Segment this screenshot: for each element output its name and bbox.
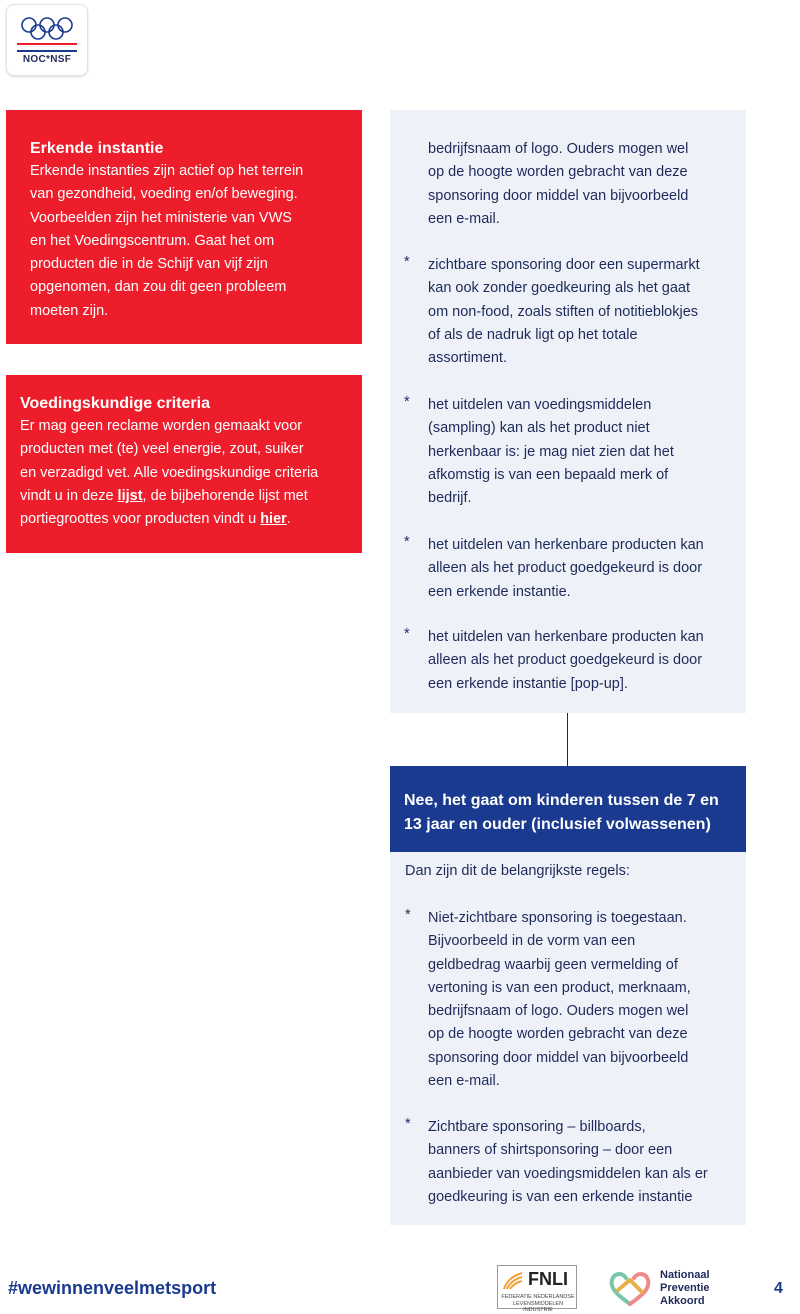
text-line: vertoning is van een product, merknaam, <box>428 979 691 996</box>
text-line: of als de nadruk ligt op het totale <box>428 326 638 343</box>
npa-line: Preventie <box>660 1282 710 1294</box>
text-span: vindt u in deze <box>20 487 118 504</box>
erkende-instantie-box <box>6 110 362 344</box>
bullet-item <box>428 534 704 604</box>
text-line: bedrijfsnaam of logo. Ouders mogen wel <box>428 1003 689 1020</box>
text-line: Zichtbare sponsoring – billboards, <box>428 1119 646 1135</box>
text-line: Bijvoorbeeld in de vorm van een <box>428 933 636 950</box>
hashtag: #wewinnenveelmetsport <box>8 1278 217 1298</box>
fnli-logo <box>497 1265 577 1313</box>
bullet-star: * <box>405 907 411 923</box>
text-line: alleen als het product goedgekeurd is door <box>428 652 703 669</box>
bullet-star: * <box>404 394 410 410</box>
text-line: op de hoogte worden gebracht van deze <box>428 164 688 181</box>
bullet-star: * <box>404 534 410 550</box>
voedingskundige-criteria-box <box>6 375 362 553</box>
text-line: bedrijf. <box>428 490 472 507</box>
text-line: kan ook zonder goedkeuring als het gaat <box>428 280 690 297</box>
text-line: assortiment. <box>428 350 507 367</box>
text-line: een erkende instantie. <box>428 583 571 600</box>
text-line: een e-mail. <box>428 1073 500 1090</box>
intro-text: Dan zijn dit de belangrijkste regels: <box>405 863 630 879</box>
bullet-item <box>428 626 704 696</box>
text-line: zichtbare sponsoring door een supermarkt <box>428 257 700 273</box>
body-line <box>20 508 348 531</box>
box-title: Voedingskundige criteria <box>20 395 210 412</box>
header-line: 13 jaar en ouder (inclusief volwassenen) <box>404 816 711 833</box>
npa-line: Akkoord <box>660 1295 705 1307</box>
body-line: opgenomen, dan zou dit geen probleem <box>30 279 287 296</box>
body-line: en verzadigd vet. Alle voedingskundige criteria <box>20 464 319 481</box>
body-line: Erkende instanties zijn actief op het terrein <box>30 163 304 179</box>
text-line: herkenbaar is: je mag niet zien dat het <box>428 443 674 460</box>
text-line: het uitdelen van herkenbare producten kan <box>428 537 704 553</box>
fnli-sub-line: FEDERATIE NEDERLANDSE <box>501 1294 575 1300</box>
body-line: Er mag geen reclame worden gemaakt voor <box>20 418 303 434</box>
noc-nsf-logo <box>6 4 88 76</box>
text-line: geldbedrag waarbij geen vermelding of <box>428 956 678 973</box>
body-line: producten die in de Schijf van vijf zijn <box>30 256 268 273</box>
flow-connector <box>567 713 568 767</box>
text-line: bedrijfsnaam of logo. Ouders mogen wel <box>428 141 689 157</box>
text-line: het uitdelen van voedingsmiddelen <box>428 397 652 413</box>
text-span: . <box>286 511 291 528</box>
fnli-name: FNLI <box>528 1269 568 1289</box>
bullet-item <box>428 254 700 370</box>
bullet-star: * <box>404 626 410 642</box>
rules-panel-continued <box>390 110 746 713</box>
header-line: Nee, het gaat om kinderen tussen de 7 en <box>404 792 719 809</box>
fnli-sub-line: LEVENSMIDDELEN INDUSTRIE <box>512 1300 564 1313</box>
body-line <box>20 485 348 508</box>
text-line: om non-food, zoals stiften of notitieblokjes <box>428 303 699 320</box>
lijst-link[interactable]: lijst <box>117 487 143 504</box>
continued-text <box>428 138 688 231</box>
page-number: 4 <box>774 1280 783 1297</box>
text-line: alleen als het product goedgekeurd is door <box>428 560 703 577</box>
preventie-akkoord-text <box>660 1269 710 1308</box>
preventie-akkoord-heart-icon <box>606 1270 654 1308</box>
olympic-rings-icon <box>17 15 77 41</box>
body-line: Voorbeelden zijn het ministerie van VWS <box>30 209 292 226</box>
text-span: , de bijbehorende lijst met <box>142 487 308 504</box>
text-line: sponsoring door middel van bijvoorbeeld <box>428 1049 689 1066</box>
logo-text: NOC*NSF <box>22 54 72 65</box>
dutch-flag-stripes <box>17 43 77 51</box>
rules-panel <box>390 852 746 1225</box>
text-line: afkomstig is van een bepaald merk of <box>428 466 669 483</box>
bullet-item <box>428 1116 708 1209</box>
text-line: een erkende instantie [pop-up]. <box>428 675 628 692</box>
bullet-item <box>428 907 691 1093</box>
text-line: een e-mail. <box>428 210 500 227</box>
npa-line: Nationaal <box>660 1269 710 1281</box>
bullet-star: * <box>405 1116 411 1132</box>
text-line: sponsoring door middel van bijvoorbeeld <box>428 187 689 204</box>
text-line: op de hoogte worden gebracht van deze <box>428 1026 688 1043</box>
fnli-mark-icon <box>502 1271 524 1291</box>
text-line: (sampling) kan als het product niet <box>428 420 650 437</box>
box-body <box>20 415 348 531</box>
text-line: goedkeuring is van een erkende instantie <box>428 1188 693 1205</box>
body-line: en het Voedingscentrum. Gaat het om <box>30 232 275 249</box>
age-group-header <box>390 766 746 852</box>
text-line: het uitdelen van herkenbare producten kan <box>428 629 704 645</box>
text-line: Niet-zichtbare sponsoring is toegestaan. <box>428 910 687 926</box>
text-line: banners of shirtsponsoring – door een <box>428 1142 673 1159</box>
body-line: van gezondheid, voeding en/of beweging. <box>30 186 298 203</box>
hier-link[interactable]: hier <box>260 511 287 528</box>
text-line: aanbieder van voedingsmiddelen kan als er <box>428 1165 708 1182</box>
body-line: producten met (te) veel energie, zout, suiker <box>20 441 304 458</box>
box-title: Erkende instantie <box>30 140 164 157</box>
box-body <box>30 160 342 323</box>
body-line: moeten zijn. <box>30 302 109 319</box>
bullet-item <box>428 394 674 510</box>
bullet-star: * <box>404 254 410 270</box>
text-span: portiegroottes voor producten vindt u <box>20 511 261 528</box>
